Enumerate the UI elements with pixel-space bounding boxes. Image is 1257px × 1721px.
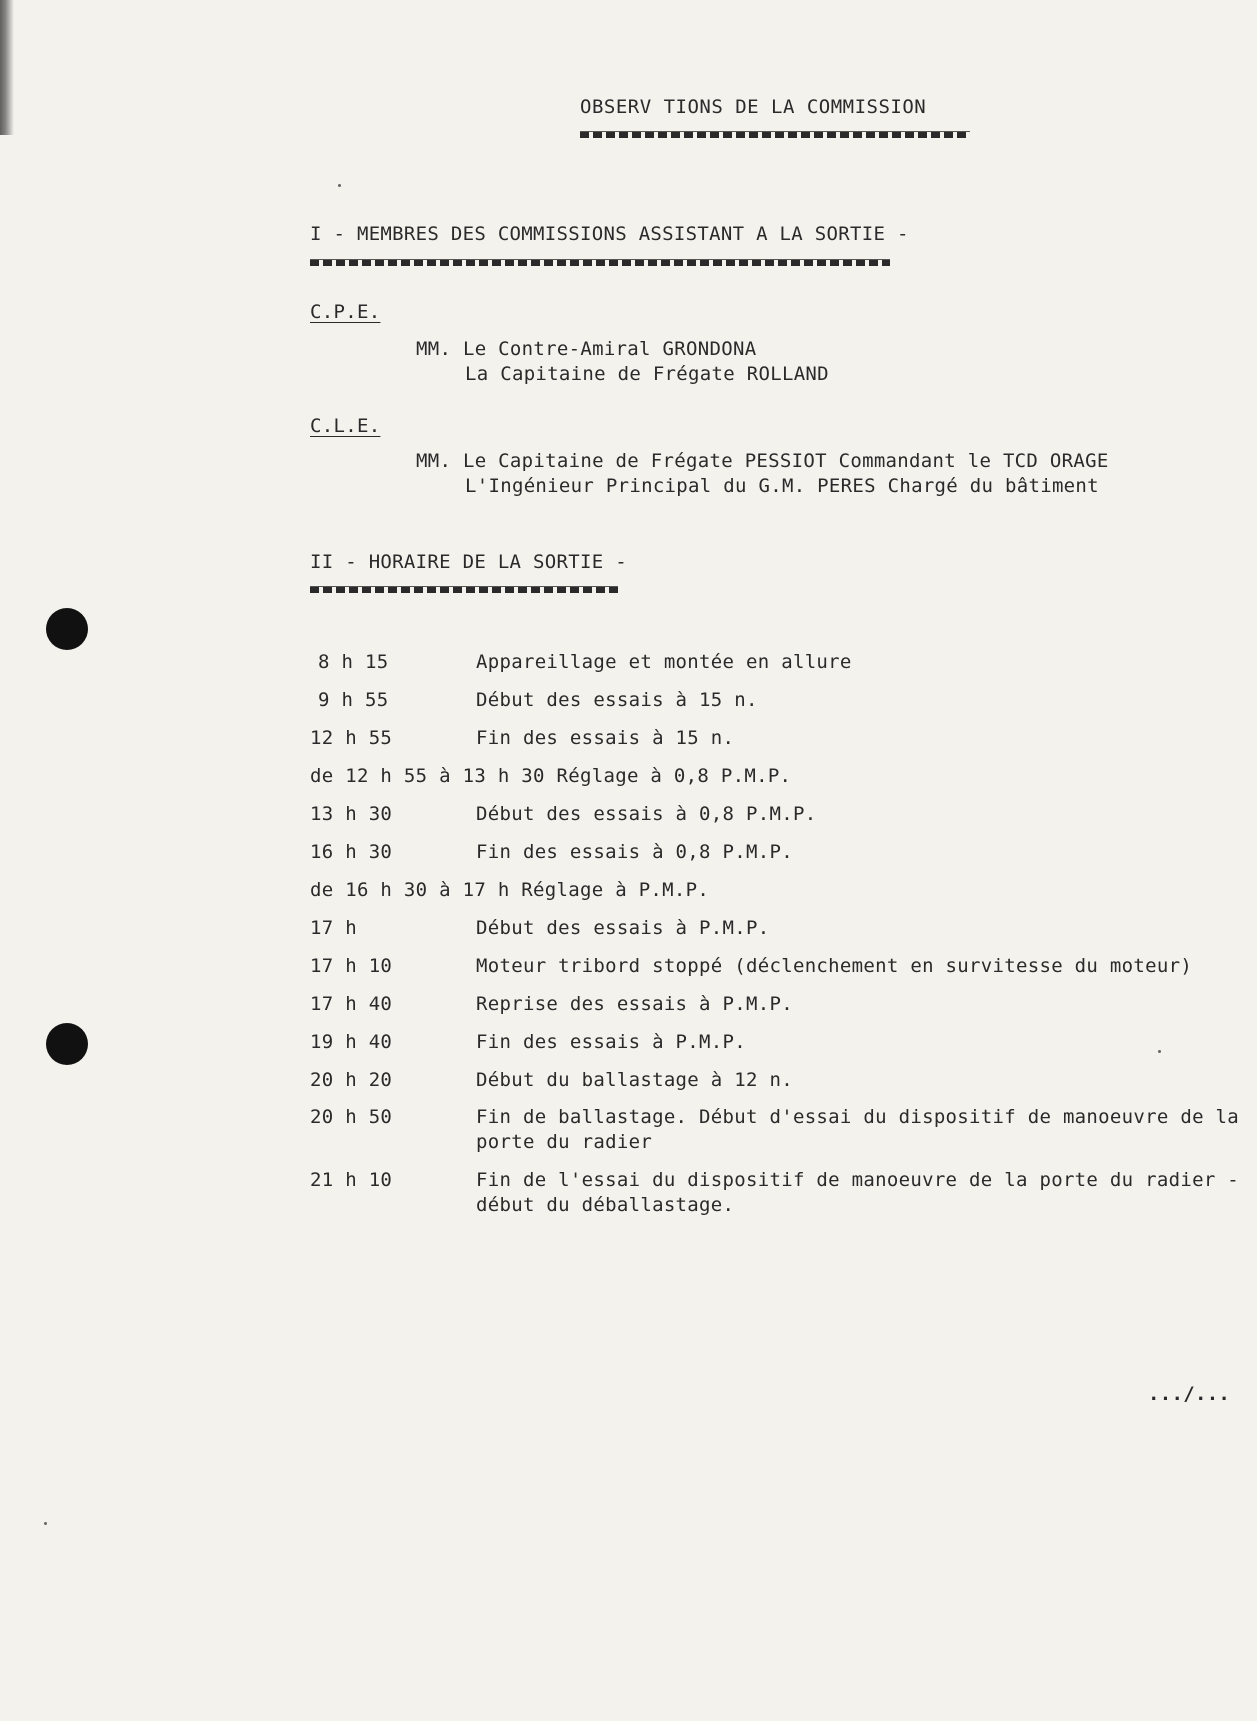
schedule-time: 8 h 15 <box>318 651 389 673</box>
schedule-event: Fin des essais à 15 n. <box>476 727 735 749</box>
schedule-event: Début des essais à P.M.P. <box>476 917 770 939</box>
cle-label: C.L.E. <box>310 415 381 437</box>
schedule-time: 9 h 55 <box>318 689 389 711</box>
schedule-event: Moteur tribord stoppé (déclenchement en survitesse du moteur) <box>476 955 1193 977</box>
schedule-time: 21 h 10 <box>310 1169 393 1191</box>
schedule-time: 17 h 40 <box>310 993 393 1015</box>
speck <box>1158 1050 1161 1053</box>
section2-heading: II - HORAIRE DE LA SORTIE - <box>310 551 627 573</box>
schedule-time: 20 h 50 <box>310 1106 393 1128</box>
punch-hole-top <box>46 608 88 650</box>
schedule-event: Début des essais à 15 n. <box>476 689 758 711</box>
title-underline <box>580 131 970 138</box>
continuation-mark: .../... <box>1148 1383 1231 1405</box>
speck <box>44 1522 47 1525</box>
speck <box>338 184 341 187</box>
schedule-time: 17 h 10 <box>310 955 393 977</box>
schedule-event-continued: début du déballastage. <box>476 1194 735 1216</box>
schedule-event: Début du ballastage à 12 n. <box>476 1069 793 1091</box>
punch-hole-bottom <box>46 1023 88 1065</box>
schedule-event: Appareillage et montée en allure <box>476 651 852 673</box>
schedule-event: Début des essais à 0,8 P.M.P. <box>476 803 817 825</box>
schedule-event-continued: porte du radier <box>476 1131 653 1153</box>
schedule-event: Reprise des essais à P.M.P. <box>476 993 793 1015</box>
schedule-time: 12 h 55 <box>310 727 393 749</box>
section2-underline <box>310 586 618 593</box>
schedule-full-line: de 12 h 55 à 13 h 30 Réglage à 0,8 P.M.P. <box>310 765 792 787</box>
document-title: OBSERV TIONS DE LA COMMISSION <box>580 96 927 118</box>
section1-underline <box>310 259 890 266</box>
cle-member-1: MM. Le Capitaine de Frégate PESSIOT Commandant le TCD ORAGE <box>416 450 1109 472</box>
schedule-full-line: de 16 h 30 à 17 h Réglage à P.M.P. <box>310 879 710 901</box>
cpe-member-2: La Capitaine de Frégate ROLLAND <box>465 363 829 385</box>
schedule-event: Fin de l'essai du dispositif de manoeuvre de la porte du radier - <box>476 1169 1240 1191</box>
schedule-time: 17 h <box>310 917 357 939</box>
schedule-event: Fin des essais à P.M.P. <box>476 1031 746 1053</box>
cpe-member-1: MM. Le Contre-Amiral GRONDONA <box>416 338 757 360</box>
schedule-time: 13 h 30 <box>310 803 393 825</box>
schedule-time: 20 h 20 <box>310 1069 393 1091</box>
section1-heading: I - MEMBRES DES COMMISSIONS ASSISTANT A LA SORTIE - <box>310 223 909 245</box>
cle-member-2: L'Ingénieur Principal du G.M. PERES Chargé du bâtiment <box>465 475 1099 497</box>
schedule-time: 19 h 40 <box>310 1031 393 1053</box>
schedule-event: Fin de ballastage. Début d'essai du dispositif de manoeuvre de la <box>476 1106 1240 1128</box>
binding-edge <box>0 0 14 135</box>
schedule-time: 16 h 30 <box>310 841 393 863</box>
cpe-label: C.P.E. <box>310 301 381 323</box>
schedule-event: Fin des essais à 0,8 P.M.P. <box>476 841 793 863</box>
